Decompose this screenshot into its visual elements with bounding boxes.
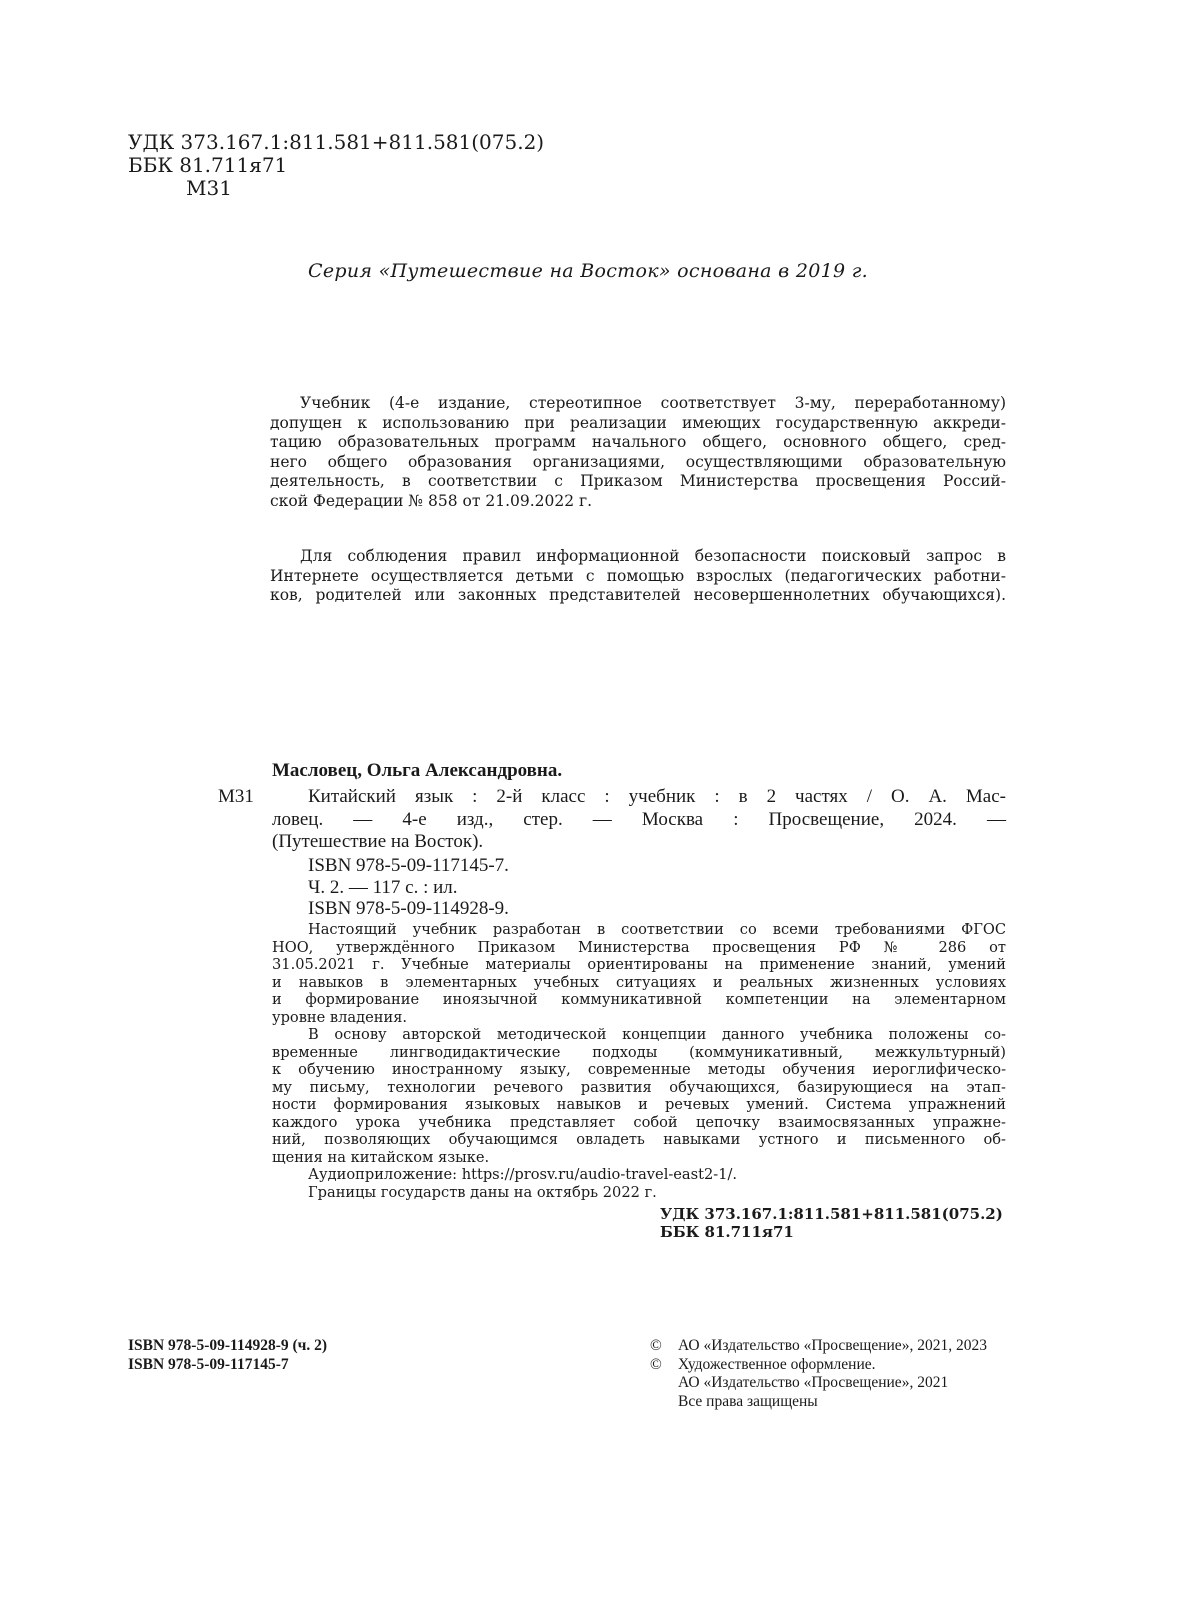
catalog-description bbox=[272, 786, 1006, 854]
text-line: Границы государств даны на октябрь 2022 г. bbox=[308, 1183, 657, 1201]
text-line: му письму, технологии речевого развития обучающихся, базирующиеся на этап- bbox=[272, 1078, 1006, 1096]
author-mark: М31 bbox=[186, 176, 232, 200]
udk-code: УДК 373.167.1:811.581+811.581(075.2) bbox=[660, 1205, 1003, 1223]
text-line: ний, позволяющих обучающимся овладеть навыками устного и письменного об- bbox=[272, 1131, 1006, 1148]
udk-code: УДК 373.167.1:811.581+811.581(075.2) bbox=[128, 130, 545, 154]
catalog-isbn bbox=[308, 855, 509, 920]
text-line: и навыков в элементарных учебных ситуациях и реальных жизненных условиях bbox=[272, 973, 1006, 991]
text-line: и формирование иноязычной коммуникативной компетенции на элементарном bbox=[272, 991, 1006, 1008]
footer-isbn bbox=[128, 1337, 327, 1374]
safety-paragraph bbox=[270, 547, 1006, 606]
catalog-author: Масловец, Ольга Александровна. bbox=[272, 760, 563, 781]
text-line: ности формирования языковых навыков и речевых умений. Система упражнений bbox=[272, 1096, 1006, 1113]
audio-link: Аудиоприложение: https://prosv.ru/audio-travel-east2-1/. bbox=[308, 1166, 738, 1183]
text-line: временные лингводидактические подходы (коммуникативный, межкультурный) bbox=[272, 1043, 1006, 1061]
text-line: Ч. 2. — 117 с. : ил. bbox=[308, 876, 458, 898]
text-line: ISBN 978-5-09-114928-9. bbox=[308, 898, 509, 919]
classification bbox=[660, 1205, 1003, 1241]
copyright-icon: © bbox=[650, 1337, 662, 1354]
text-line: НОО, утверждённого Приказом Министерства просвещения РФ № 286 от bbox=[272, 938, 1006, 956]
text-line: Для соблюдения правил информационной безопасности поисковый запрос в bbox=[300, 547, 1006, 565]
text-line: В основу авторской методической концепции данного учебника положены со- bbox=[308, 1026, 1006, 1043]
copyright-icon: © bbox=[650, 1355, 662, 1373]
text-line: ISBN 978-5-09-117145-7. bbox=[308, 855, 509, 876]
text-line: (Путешествие на Восток). bbox=[272, 831, 484, 852]
text-line: Настоящий учебник разработан в соответствии со всеми требованиями ФГОС bbox=[308, 921, 1006, 938]
isbn-line: ISBN 978-5-09-117145-7 bbox=[128, 1355, 289, 1373]
text-line: Китайский язык : 2-й класс : учебник : в 2 частях / О. А. Мас- bbox=[308, 786, 1006, 807]
copyright bbox=[650, 1337, 987, 1411]
text-line: к обучению иностранному языку, современные методы обучения иероглифическо- bbox=[272, 1061, 1006, 1078]
series-note: Серия «Путешествие на Восток» основана в 2019 г. bbox=[308, 260, 868, 282]
copyright-line: АО «Издательство «Просвещение», 2021, 2023 bbox=[678, 1337, 987, 1354]
bbk-code: ББК 81.711я71 bbox=[660, 1223, 794, 1241]
text-line: каждого урока учебника представляет собой цепочку взаимосвязанных упражне- bbox=[272, 1113, 1006, 1131]
text-line: него общего образования организациями, осуществляющими образовательную bbox=[270, 452, 1006, 471]
udc-header bbox=[128, 131, 544, 200]
approval-paragraph bbox=[270, 394, 1006, 512]
text-line: Учебник (4-е издание, стереотипное соответствует 3-му, переработанному) bbox=[300, 394, 1006, 412]
text-line: щения на китайском языке. bbox=[272, 1148, 490, 1166]
copyright-line: АО «Издательство «Просвещение», 2021 bbox=[678, 1374, 949, 1391]
text-line: ской Федерации № 858 от 21.09.2022 г. bbox=[270, 491, 593, 510]
text-line: тацию образовательных программ начального общего, основного общего, сред- bbox=[270, 433, 1006, 452]
isbn-line: ISBN 978-5-09-114928-9 (ч. 2) bbox=[128, 1337, 328, 1354]
catalog-code: М31 bbox=[218, 786, 254, 807]
copyright-line: Художественное оформление. bbox=[678, 1355, 876, 1373]
text-line: уровне владения. bbox=[272, 1008, 408, 1026]
bbk-code: ББК 81.711я71 bbox=[128, 153, 288, 177]
text-line: деятельность, в соответствии с Приказом Министерства просвещения Россий- bbox=[270, 472, 1006, 491]
copyright-line: Все права защищены bbox=[678, 1392, 818, 1410]
abstract bbox=[272, 921, 1006, 1201]
text-line: ловец. — 4-е изд., стер. — Москва : Просвещение, 2024. — bbox=[272, 808, 1006, 830]
text-line: ков, родителей или законных представителей несовершеннолетних обучающихся). bbox=[270, 586, 1006, 605]
text-line: 31.05.2021 г. Учебные материалы ориентированы на применение знаний, умений bbox=[272, 956, 1006, 973]
text-line: допущен к использованию при реализации имеющих государственную аккреди- bbox=[270, 413, 1006, 432]
text-line: Интернете осуществляется детьми с помощью взрослых (педагогических работни- bbox=[270, 566, 1006, 585]
